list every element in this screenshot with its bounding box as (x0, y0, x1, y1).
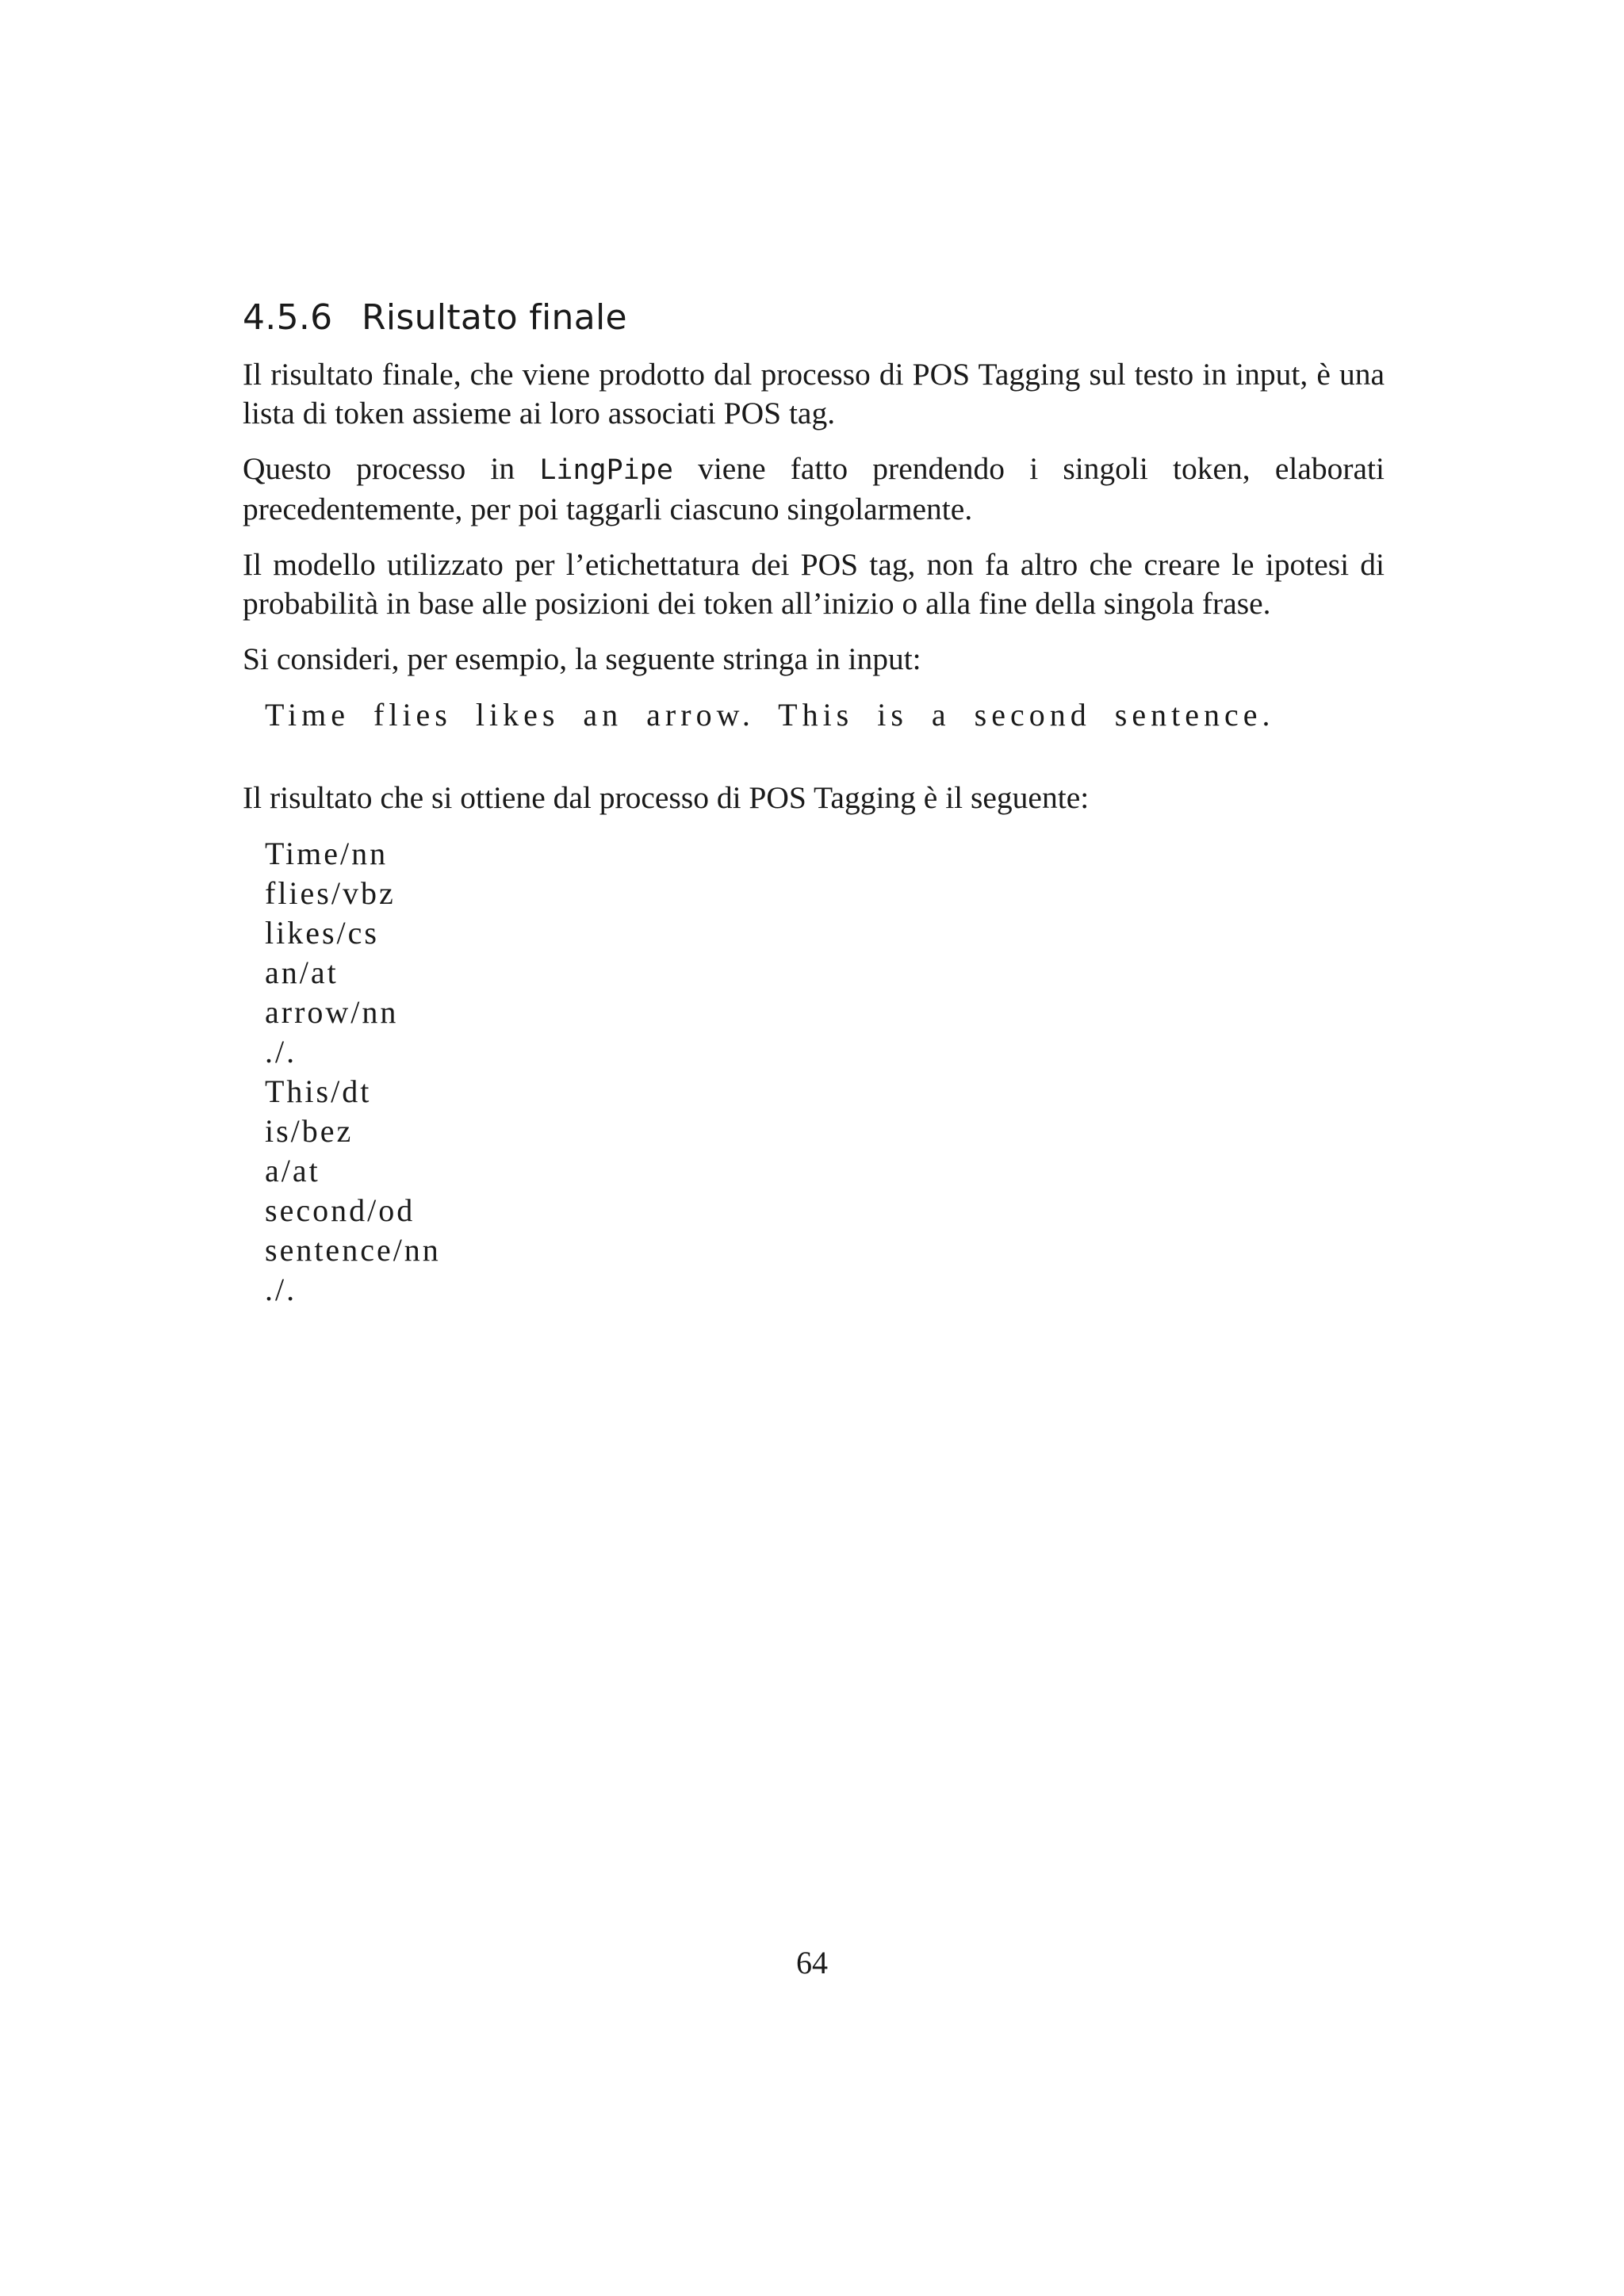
paragraph-result-label: Il risultato che si ottiene dal processo di POS Tagging è il seguente: (243, 780, 1090, 815)
paragraph-lingpipe (243, 450, 1385, 529)
section-title: Risultato finale (362, 297, 627, 338)
section-body (243, 355, 1385, 1310)
tagged-token: flies/vbz (265, 875, 396, 911)
paragraph-model: Il modello utilizzato per l’etichettatura dei POS tag, non fa altro che creare le ipotesi di probabilità in base alle posizioni dei token all’inizio o alla fine della singola frase. (243, 547, 1385, 621)
tagged-token: sentence/nn (265, 1232, 441, 1268)
paragraph-result-intro: Il risultato finale, che viene prodotto dal processo di POS Tagging sul testo in input, è una lista di token assieme ai loro associati POS tag. (243, 357, 1385, 430)
tagged-token: ./. (265, 1272, 297, 1307)
inline-code-lingpipe: LingPipe (539, 454, 673, 486)
paragraph-example-intro: Si consideri, per esempio, la seguente stringa in input: (243, 641, 921, 676)
tagged-token: is/bez (265, 1113, 354, 1149)
section-heading (243, 297, 627, 338)
paragraph-lingpipe-text-2: viene fatto prendendo i singoli token, elaborati precedentemente, per poi taggarli ciascuno singolarmente. (243, 451, 1385, 526)
tagged-token: arrow/nn (265, 994, 399, 1030)
paragraph-lingpipe-text-1: Questo processo in (243, 451, 540, 486)
tagged-token: an/at (265, 955, 339, 990)
page-number: 64 (796, 1945, 828, 1980)
tagged-token: Time/nn (265, 836, 389, 871)
tagged-token: a/at (265, 1153, 320, 1188)
tagged-token-listing (265, 834, 1385, 1310)
tagged-token: This/dt (265, 1073, 372, 1109)
tagged-token: likes/cs (265, 915, 379, 951)
section-number: 4.5.6 (243, 297, 333, 338)
input-string-listing: Time flies likes an arrow. This is a second sentence. (265, 697, 1275, 733)
tagged-token: second/od (265, 1192, 416, 1228)
tagged-token: ./. (265, 1034, 297, 1070)
